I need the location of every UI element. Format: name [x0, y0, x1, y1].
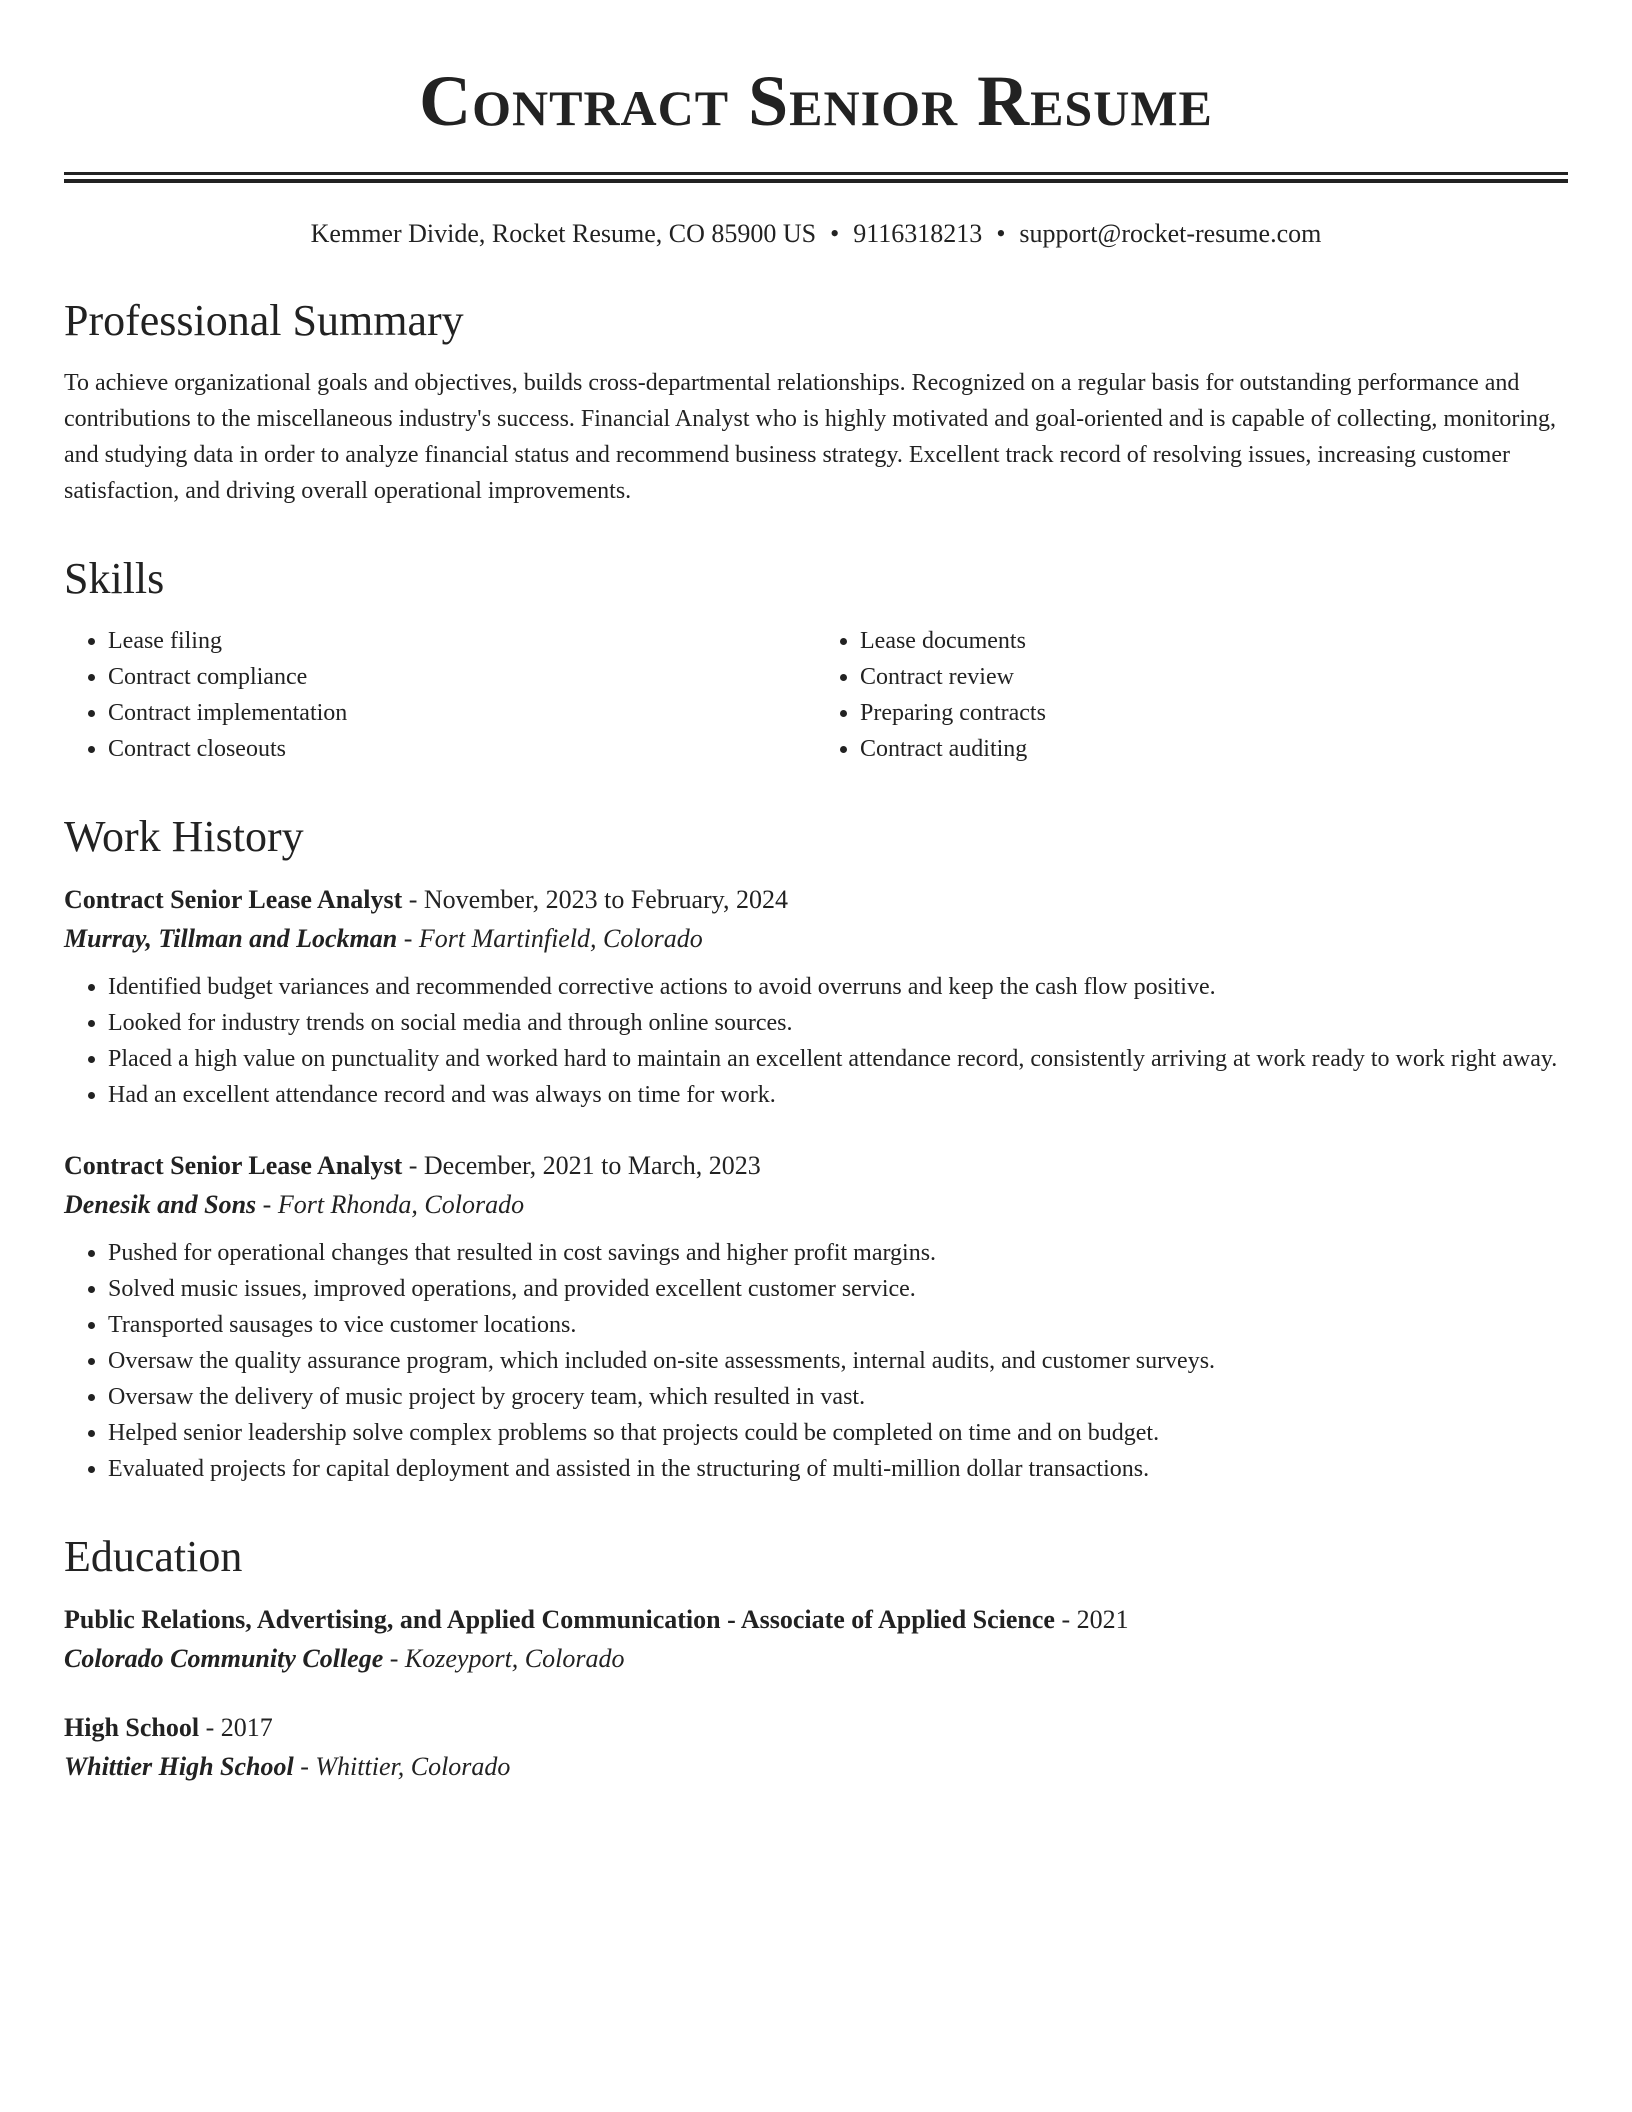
contact-email: support@rocket-resume.com: [1019, 219, 1322, 248]
job-title: Contract Senior Lease Analyst: [64, 1151, 403, 1180]
job-company: Murray, Tillman and Lockman: [64, 924, 398, 953]
summary-text: To achieve organizational goals and objectives, builds cross-departmental relationships. Recognized on a regular basis for outstanding performance and contributions to the miscellaneous industry's success. Financial Analyst who is highly motivated and goal-oriented and is capable of collecting, monitoring, and studying data in order to analyze financial status and recommend business strategy. Excellent track record of resolving issues, increasing customer satisfaction, and driving overall operational improvements.: [64, 370, 1557, 504]
skill-item: • Lease filing: [108, 623, 816, 659]
job-bullet: • Identified budget variances and recommended corrective actions to avoid overruns and keep the cash flow positive.: [108, 969, 1568, 1005]
job-header: [64, 1147, 1568, 1185]
education-entry: [64, 1601, 1568, 1679]
job-bullet: • Transported sausages to vice customer locations.: [108, 1307, 1568, 1343]
education-school-line: [64, 1639, 1568, 1679]
resume-title: Contract Senior Resume: [419, 61, 1213, 141]
job-title: Contract Senior Lease Analyst: [64, 885, 403, 914]
skills-heading: Skills: [64, 554, 165, 603]
job-bullet: • Pushed for operational changes that resulted in cost savings and higher profit margins.: [108, 1235, 1568, 1271]
skill-item: • Contract auditing: [860, 731, 1568, 767]
skill-item: • Lease documents: [860, 623, 1568, 659]
education-degree: Public Relations, Advertising, and Applied Communication - Associate of Applied Science: [64, 1605, 1055, 1634]
education-header: [64, 1709, 1568, 1747]
job-bullet: • Had an excellent attendance record and was always on time for work.: [108, 1077, 1568, 1113]
skill-item: • Preparing contracts: [860, 695, 1568, 731]
contact-line: [64, 217, 1568, 251]
skill-item: • Contract implementation: [108, 695, 816, 731]
job-header: [64, 881, 1568, 919]
education-location: - Kozeyport, Colorado: [383, 1644, 625, 1673]
job-bullets: [64, 969, 1568, 1113]
job-dates: - December, 2021 to March, 2023: [402, 1151, 761, 1180]
skills-list-left: [64, 623, 816, 767]
job-location: - Fort Rhonda, Colorado: [256, 1190, 525, 1219]
job-bullet: • Evaluated projects for capital deployment and assisted in the structuring of multi-million dollar transactions.: [108, 1451, 1568, 1487]
job-entry: [64, 881, 1568, 1113]
education-school: Whittier High School: [64, 1752, 294, 1781]
education-heading: Education: [64, 1532, 243, 1581]
title-double-rule: [64, 172, 1568, 183]
contact-phone: 9116318213: [853, 219, 983, 248]
skill-item: • Contract review: [860, 659, 1568, 695]
skill-item: • Contract closeouts: [108, 731, 816, 767]
summary-heading: Professional Summary: [64, 296, 464, 345]
job-company: Denesik and Sons: [64, 1190, 257, 1219]
education-header: [64, 1601, 1568, 1639]
job-employer: [64, 919, 1568, 959]
job-bullets: [64, 1235, 1568, 1487]
contact-separator: •: [830, 219, 840, 248]
job-bullet: • Solved music issues, improved operations, and provided excellent customer service.: [108, 1271, 1568, 1307]
education-school-line: [64, 1747, 1568, 1787]
education-school: Colorado Community College: [64, 1644, 384, 1673]
job-entry: [64, 1147, 1568, 1487]
contact-address: Kemmer Divide, Rocket Resume, CO 85900 US: [310, 219, 817, 248]
job-bullet: • Oversaw the quality assurance program, which included on-site assessments, internal audits, and customer surveys.: [108, 1343, 1568, 1379]
job-employer: [64, 1185, 1568, 1225]
education-entry: [64, 1709, 1568, 1787]
work-history-heading: Work History: [64, 812, 304, 861]
contact-separator: •: [996, 219, 1006, 248]
education-year: - 2021: [1054, 1605, 1129, 1634]
job-bullet: • Helped senior leadership solve complex problems so that projects could be completed on time and on budget.: [108, 1415, 1568, 1451]
skill-item: • Contract compliance: [108, 659, 816, 695]
education-year: - 2017: [199, 1713, 273, 1742]
education-degree: High School: [64, 1713, 200, 1742]
skills-list-right: [816, 623, 1568, 767]
job-dates: - November, 2023 to February, 2024: [402, 885, 788, 914]
skills-grid: [64, 623, 1568, 767]
job-location: - Fort Martinfield, Colorado: [397, 924, 703, 953]
job-bullet: • Looked for industry trends on social media and through online sources.: [108, 1005, 1568, 1041]
job-bullet: • Oversaw the delivery of music project by grocery team, which resulted in vast.: [108, 1379, 1568, 1415]
education-location: - Whittier, Colorado: [293, 1752, 511, 1781]
job-bullet: • Placed a high value on punctuality and worked hard to maintain an excellent attendance record, consistently arriving at work ready to work right away.: [108, 1041, 1568, 1077]
